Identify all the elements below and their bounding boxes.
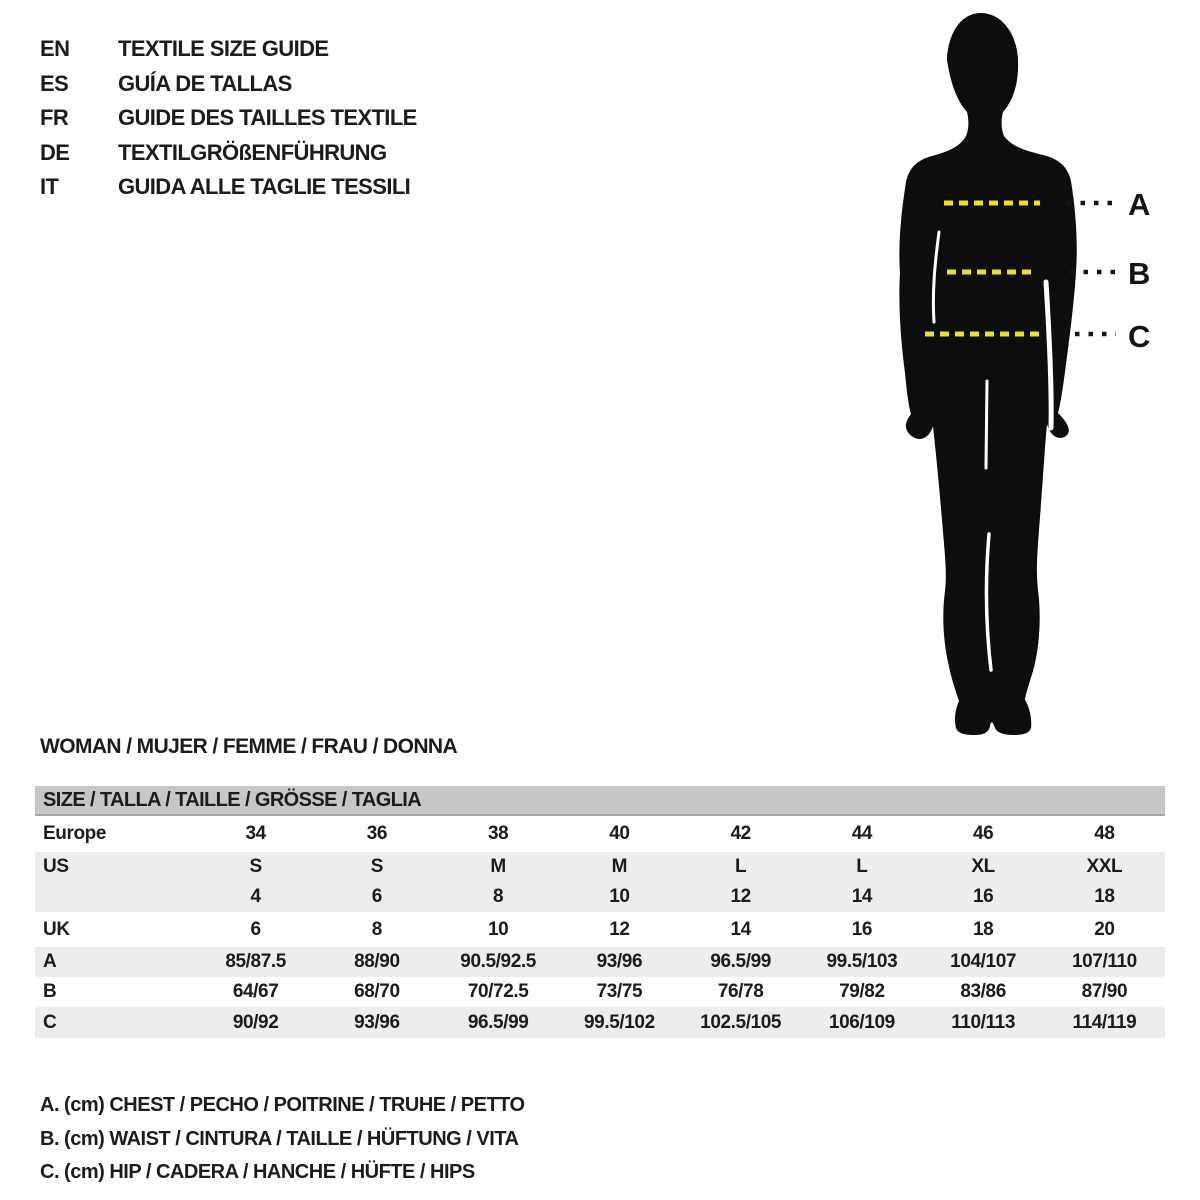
size-value: 6 [250,919,261,940]
size-value: S [370,856,384,877]
size-value: 12 [730,886,751,907]
size-value: 93/96 [354,1012,400,1033]
marker-label-b: B [1128,256,1151,291]
size-value: 36 [366,823,388,844]
size-value: L [856,856,868,877]
thigh-gap [986,381,987,468]
size-table [35,786,1165,1038]
size-value: 16 [851,919,873,940]
size-value: 64/67 [232,981,279,1002]
table-row-europe [35,816,1165,852]
size-value: 96.5/99 [467,1012,529,1033]
row-label: Europe [43,823,107,844]
size-value: XXL [1086,856,1123,877]
guide-title: GUIDA ALLE TAGLIE TESSILI [118,174,411,199]
size-value: 48 [1094,823,1115,844]
size-value: 16 [972,886,994,907]
row-label [35,882,195,912]
language-code: EN [40,36,70,61]
size-value: M [490,856,506,877]
size-value: 107/110 [1071,951,1137,972]
size-value: 38 [487,823,509,844]
size-value: 4 [250,886,261,907]
size-value: 79/82 [839,981,885,1002]
size-value: 14 [851,886,873,907]
table-row-us-numbers [35,882,1165,912]
row-label: US [43,856,69,877]
guide-title: GUÍA DE TALLAS [118,70,292,96]
size-value: 68/70 [354,981,400,1002]
size-value: 76/78 [717,981,764,1002]
table-row-waist-b [35,977,1165,1007]
language-code: DE [40,139,70,165]
size-value: XL [971,856,995,877]
row-label: UK [43,919,70,940]
language-code: IT [40,174,59,199]
row-label: C [43,1012,57,1033]
size-value: 73/75 [596,981,643,1002]
size-value: 106/109 [828,1012,895,1033]
marker-label-c: C [1128,319,1151,354]
size-value: S [249,856,262,877]
size-value: 40 [609,823,630,844]
size-value: M [611,856,628,877]
measurement-legend [40,1089,525,1190]
size-value: 34 [245,823,266,844]
table-row-uk [35,912,1165,947]
language-row-it [40,170,417,205]
size-value: L [735,856,747,877]
table-row-chest-a [35,947,1165,977]
language-row-en [40,32,417,67]
size-value: 18 [1094,886,1115,907]
size-value: 85/87.5 [225,951,286,972]
size-value: 6 [371,886,382,907]
size-value: 46 [972,823,994,844]
size-value: 42 [730,823,751,844]
size-value: 96.5/99 [710,951,771,972]
size-value: 110/113 [951,1012,1016,1033]
table-row-us-letters [35,852,1165,882]
size-value: 114/119 [1072,1012,1137,1033]
size-value: 12 [609,919,630,940]
size-value: 8 [371,919,382,940]
size-value: 88/90 [354,951,400,972]
legend-chest: A. (cm) CHEST / PECHO / POITRINE / TRUHE / PETTO [40,1094,525,1116]
guide-title: TEXTILE SIZE GUIDE [118,36,329,61]
size-value: 20 [1094,919,1115,940]
size-value: 99.5/103 [826,951,898,972]
size-value: 70/72.5 [467,981,529,1002]
size-value: 10 [487,919,509,940]
size-value: 83/86 [960,981,1006,1002]
size-value: 90.5/92.5 [460,951,536,972]
size-value: 18 [972,919,994,940]
language-code: ES [40,70,69,96]
size-value: 87/90 [1081,981,1128,1002]
size-value: 99.5/102 [583,1012,655,1033]
size-value: 8 [493,886,504,907]
size-value: 90/92 [232,1012,279,1033]
legend-hip: C. (cm) HIP / CADERA / HANCHE / HÜFTE / HIPS [40,1161,475,1183]
size-value: 93/96 [596,951,643,972]
size-value: 10 [609,886,630,907]
size-value: 104/107 [950,951,1017,972]
legend-waist: B. (cm) WAIST / CINTURA / TAILLE / HÜFTUNG / VITA [40,1127,519,1150]
guide-title: TEXTILGRÖßENFÜHRUNG [118,139,387,165]
row-label: B [43,981,57,1002]
table-row-hip-c [35,1007,1165,1038]
size-value: 14 [730,919,751,940]
row-label: A [43,951,57,972]
language-row-de [40,136,417,171]
marker-label-a: A [1128,187,1151,222]
language-row-es [40,67,417,102]
woman-silhouette-figure [880,0,1200,760]
size-value: 44 [851,823,873,844]
language-row-fr [40,101,417,136]
size-table-header: SIZE / TALLA / TAILLE / GRÖSSE / TAGLIA [35,786,1165,816]
guide-title: GUIDE DES TAILLES TEXTILE [118,105,417,130]
language-code: FR [40,105,69,130]
language-title-list [40,32,417,205]
gender-heading: WOMAN / MUJER / FEMME / FRAU / DONNA [40,735,458,758]
size-value: 102.5/105 [700,1012,782,1033]
